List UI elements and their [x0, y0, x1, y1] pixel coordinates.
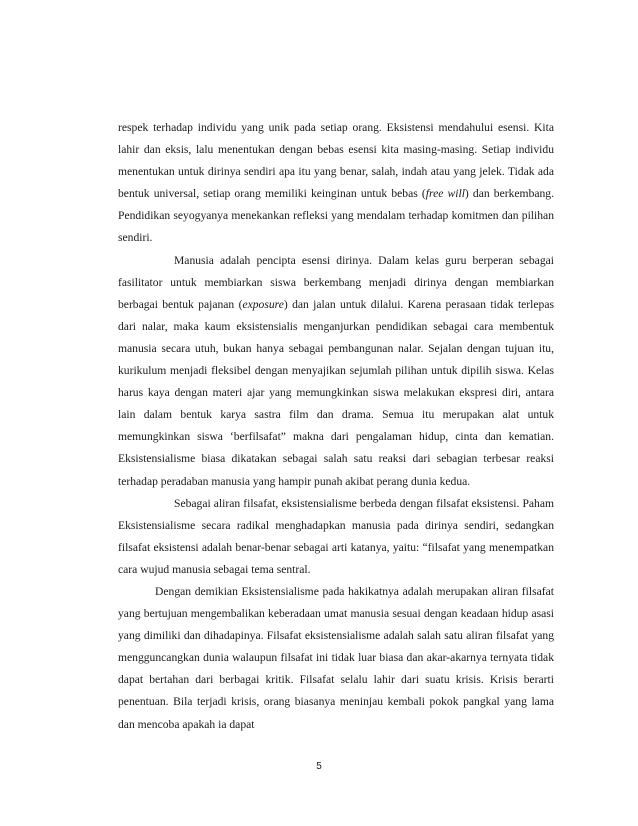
body-text: [118, 117, 554, 736]
italic-term: exposure: [242, 297, 284, 311]
paragraph: Manusia adalah pencipta esensi dirinya. Dalam kelas guru berperan sebagai fasilitator untuk membiarkan siswa berkembang menjadi dirinya dengan membiarkan berbagai bentuk pajanan (exposure) dan jalan untuk dilalui. Karena perasaan tidak terlepas dari nalar, maka kaum eksistensialis menganjurkan pendidikan sebagai cara membentuk manusia secara utuh, bukan hanya sebagai pembangunan nalar. Sejalan dengan tujuan itu, kurikulum menjadi fleksibel dengan menyajikan sejumlah pilihan untuk dipilih siswa. Kelas harus kaya dengan materi ajar yang memungkinkan siswa melakukan ekspresi diri, antara lain dalam bentuk karya sastra film dan drama. Semua itu merupakan alat untuk memungkinkan siswa ‘berfilsafat” makna dari pengalaman hidup, cinta dan kematian. Eksistensialisme biasa dikatakan sebagai salah satu reaksi dari sebagian terbesar reaksi terhadap peradaban manusia yang hampir punah akibat perang dunia kedua.: [118, 253, 554, 488]
paragraph: respek terhadap individu yang unik pada setiap orang. Eksistensi mendahului esensi. Kita lahir dan eksis, lalu menentukan dengan bebas esensi kita masing-masing. Setiap individu menentukan untuk dirinya sendiri apa itu yang benar, salah, indah atau yang jelek. Tidak ada bentuk universal, setiap orang memiliki keinginan untuk bebas (free will) dan berkembang. Pendidikan seyogyanya menekankan refleksi yang mendalam terhadap komitmen dan pilihan sendiri.: [118, 121, 555, 245]
italic-term: free will: [425, 187, 465, 201]
page-number: 5: [316, 761, 322, 772]
paragraph: Dengan demikian Eksistensialisme pada hakikatnya adalah merupakan aliran filsafat yang bertujuan mengembalikan keberadaan umat manusia sesuai dengan keadaan hidup asasi yang dimiliki dan dihadapinya. Filsafat eksistensialisme adalah salah satu aliran filsafat yang mengguncangkan dunia walaupun filsafat ini tidak luar biasa dan akar-akarnya ternyata tidak dapat bertahan dari berbagai kritik. Filsafat selalu lahir dari suatu krisis. Krisis berarti penentuan. Bila terjadi krisis, orang biasanya meninjau kembali pokok pangkal yang lama dan mencoba apakah ia dapat: [118, 584, 554, 731]
paragraph: Sebagai aliran filsafat, eksistensialisme berbeda dengan filsafat eksistensi. Paham Eksistensialisme secara radikal menghadapkan manusia pada dirinya sendiri, sedangkan filsafat eksistensi adalah benar-benar sebagai arti katanya, yaitu: “filsafat yang menempatkan cara wujud manusia sebagai tema sentral.: [118, 496, 554, 576]
